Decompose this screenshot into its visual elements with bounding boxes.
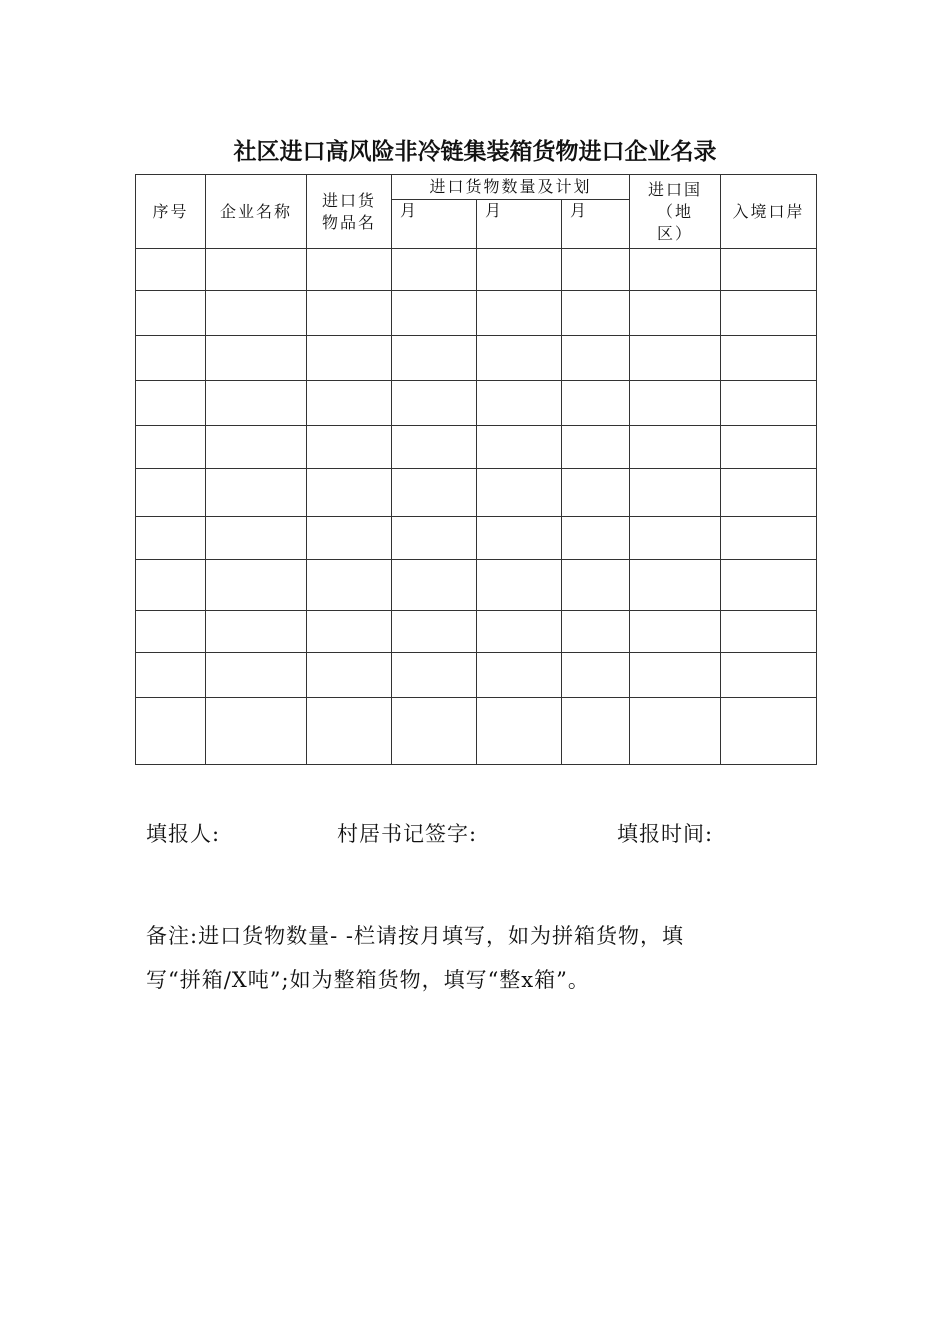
table-cell: [562, 611, 630, 653]
header-port: 入境口岸: [721, 175, 817, 249]
note-line-1: 备注:进口货物数量- -栏请按月填写，如为拼箱货物，填: [146, 924, 684, 948]
table-cell: [136, 249, 206, 291]
table-cell: [562, 381, 630, 426]
table-cell: [307, 249, 392, 291]
table-cell: [630, 517, 721, 560]
enterprise-roster-table: [135, 174, 817, 765]
table-cell: [392, 291, 477, 336]
table-cell: [392, 469, 477, 517]
table-row: [136, 336, 817, 381]
table-row: [136, 560, 817, 611]
table-row: [136, 426, 817, 469]
table-cell: [721, 698, 817, 765]
table-cell: [630, 698, 721, 765]
report-time-label: 填报时间:: [617, 822, 714, 846]
table-cell: [136, 291, 206, 336]
table-cell: [206, 336, 307, 381]
table-cell: [206, 611, 307, 653]
header-country: [630, 175, 721, 249]
table-cell: [630, 291, 721, 336]
table-row: [136, 698, 817, 765]
table-cell: [392, 560, 477, 611]
table-cell: [206, 249, 307, 291]
table-cell: [477, 249, 562, 291]
table-cell: [477, 291, 562, 336]
secretary-signature-label: 村居书记签字:: [337, 822, 478, 846]
header-month-3: 月: [562, 200, 630, 249]
table-row: [136, 291, 817, 336]
table-cell: [136, 560, 206, 611]
table-cell: [477, 653, 562, 698]
table-cell: [721, 336, 817, 381]
table-cell: [206, 426, 307, 469]
table-cell: [307, 469, 392, 517]
table-cell: [136, 517, 206, 560]
table-cell: [721, 291, 817, 336]
table-cell: [477, 426, 562, 469]
table-cell: [307, 560, 392, 611]
table-cell: [562, 517, 630, 560]
table-cell: [392, 517, 477, 560]
header-goods-name: [307, 175, 392, 249]
table-cell: [307, 336, 392, 381]
table-cell: [477, 336, 562, 381]
table-cell: [477, 469, 562, 517]
table-cell: [721, 469, 817, 517]
table-cell: [562, 653, 630, 698]
table-cell: [392, 653, 477, 698]
table-cell: [307, 381, 392, 426]
reporter-label: 填报人:: [146, 822, 221, 846]
header-seq: 序号: [136, 175, 206, 249]
header-country-line2: （地: [657, 201, 694, 221]
table-cell: [562, 336, 630, 381]
table-cell: [206, 653, 307, 698]
table-cell: [630, 426, 721, 469]
table-cell: [307, 698, 392, 765]
table-cell: [477, 611, 562, 653]
table-row: [136, 653, 817, 698]
table-cell: [136, 698, 206, 765]
table-cell: [136, 611, 206, 653]
table-row: [136, 249, 817, 291]
table-cell: [630, 653, 721, 698]
table-row: [136, 469, 817, 517]
table-cell: [206, 560, 307, 611]
table-cell: [721, 381, 817, 426]
table-cell: [206, 698, 307, 765]
header-month-2: 月: [477, 200, 562, 249]
table-cell: [307, 611, 392, 653]
table-cell: [562, 249, 630, 291]
table-cell: [630, 336, 721, 381]
header-country-line1: 进口国: [648, 179, 703, 199]
header-company: 企业名称: [206, 175, 307, 249]
table-cell: [562, 698, 630, 765]
table-cell: [630, 611, 721, 653]
table-cell: [307, 291, 392, 336]
table-cell: [562, 560, 630, 611]
table-cell: [392, 249, 477, 291]
table-cell: [136, 426, 206, 469]
table-cell: [392, 336, 477, 381]
table-cell: [630, 560, 721, 611]
table-cell: [206, 381, 307, 426]
note-block: [146, 914, 826, 1002]
table-cell: [721, 426, 817, 469]
table-cell: [136, 469, 206, 517]
table-cell: [562, 426, 630, 469]
table-cell: [136, 381, 206, 426]
table-cell: [721, 560, 817, 611]
table-cell: [392, 426, 477, 469]
table-cell: [477, 698, 562, 765]
table-header-row: [136, 175, 817, 200]
table-cell: [477, 560, 562, 611]
table-cell: [630, 249, 721, 291]
header-month-1: 月: [392, 200, 477, 249]
table-cell: [630, 469, 721, 517]
table-cell: [392, 381, 477, 426]
table-cell: [477, 381, 562, 426]
table-cell: [721, 249, 817, 291]
table-cell: [206, 517, 307, 560]
table-cell: [307, 653, 392, 698]
header-plan-group: 进口货物数量及计划: [392, 175, 630, 200]
header-country-line3: 区）: [657, 223, 694, 243]
table-cell: [721, 517, 817, 560]
table-row: [136, 517, 817, 560]
table-cell: [721, 611, 817, 653]
header-goods-line2: 物品名: [321, 212, 376, 232]
table-cell: [477, 517, 562, 560]
table-cell: [630, 381, 721, 426]
table-cell: [206, 291, 307, 336]
table-row: [136, 381, 817, 426]
table-cell: [721, 653, 817, 698]
table-cell: [136, 336, 206, 381]
table-cell: [562, 469, 630, 517]
note-line-2: 写“拼箱/X吨”;如为整箱货物，填写“整x箱”。: [146, 968, 590, 992]
document-title: 社区进口高风险非冷链集装箱货物进口企业名录: [233, 139, 717, 165]
table-cell: [206, 469, 307, 517]
table-cell: [392, 698, 477, 765]
header-goods-line1: 进口货: [321, 190, 376, 210]
table-cell: [136, 653, 206, 698]
table-row: [136, 611, 817, 653]
table-cell: [562, 291, 630, 336]
table-cell: [392, 611, 477, 653]
table-cell: [307, 426, 392, 469]
table-cell: [307, 517, 392, 560]
